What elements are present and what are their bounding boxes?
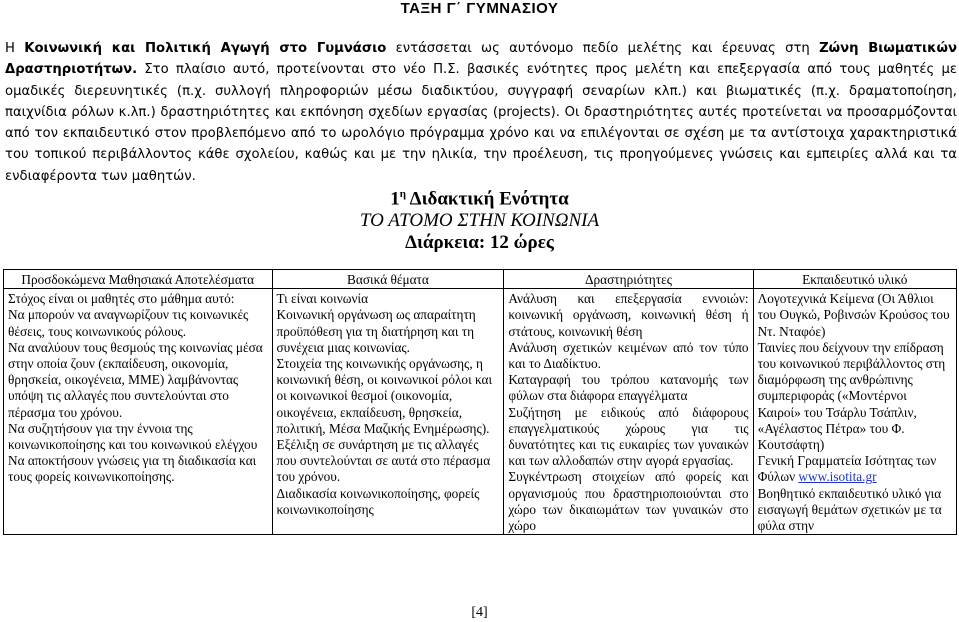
curriculum-table <box>3 269 957 535</box>
list-item: Βοηθητικό εκπαιδευτικό υλικό για εισαγωγή θεμάτων σχετικών με τα φύλα στην <box>757 485 942 534</box>
list-item: Εξέλιξη σε συνάρτηση με τις αλλαγές που συντελούνται σε αυτά στο πέρασμα του χρόνου. <box>276 437 491 485</box>
list-item: Να συζητήσουν για την έννοια της κοινωνικοποίησης και του κοινωνικού ελέγχου <box>8 420 258 453</box>
list-item: Κοινωνική οργάνωση ως απαραίτητη προϋπόθεση για τη διατήρηση και τη συνέχεια μιας κοινωνίας. <box>276 307 476 355</box>
intro-paragraph <box>5 38 957 187</box>
list-item: Ταινίες που δείχνουν την επίδραση του κοινωνικού περιβάλλοντος στη διαμόρφωση της ανθρώπινης συμπεριφοράς («Μοντέρνοι Καιροί» του Τσάρλυ Τσάπλιν, «Αγέλαστος Πέτρα» του Φ. Κουτσάφτη) <box>757 339 946 453</box>
gg-text: Γενική Γραμματεία Ισότητας των Φύλων <box>757 453 937 485</box>
intro-bold-1: Κοινωνική και Πολιτική Αγωγή στο Γυμνάσιο <box>24 41 387 56</box>
list-item: Ανάλυση σχετικών κειμένων από τον τύπο και το Διαδίκτυο. <box>508 339 749 372</box>
header-topics: Βασικά θέματα <box>272 270 504 289</box>
header-materials: Εκπαιδευτικό υλικό <box>753 270 956 289</box>
table-header-row <box>4 270 957 289</box>
list-item: Τι είναι κοινωνία <box>276 291 369 307</box>
intro-text-1: Η <box>5 41 25 56</box>
list-item: Καταγραφή του τρόπου κατανομής των φύλων στα διάφορα επαγγέλματα <box>508 372 749 404</box>
unit-label: Διδακτική Ενότητα <box>405 188 569 210</box>
activities-cell <box>504 289 753 535</box>
list-item: Συζήτηση με ειδικούς από διάφορους επαγγελματικούς χώρους για τις δυνατότητες και τις ευκαιρίες των γυναικών και των αλλοδαπών στην αγορά εργασίας. <box>508 404 749 469</box>
unit-topic: ΤΟ ΑΤΟΜΟ ΣΤΗΝ ΚΟΙΝΩΝΙΑ <box>359 210 600 232</box>
table-row <box>4 289 957 535</box>
list-item: Λογοτεχνικά Κείμενα (Οι Άθλιοι του Ουγκώ, Ροβινσών Κρούσος του Ντ. Νταφόε) <box>757 291 950 339</box>
list-item: Να μπορούν να αναγνωρίζουν τις κοινωνικές θέσεις, τους κοινωνικούς ρόλους. <box>8 307 249 339</box>
list-item: Να αναλύουν τους θεσμούς της κοινωνίας μέσα στην οποία ζουν (εκπαίδευση, οικονομία, θρησκεία, οικογένεια, ΜΜΕ) λαμβάνοντας υπόψη τις αλλαγές που συντελούνται στο πέρασμα του χρόνου. <box>8 339 263 420</box>
list-item: Στόχος είναι οι μαθητές στο μάθημα αυτό: <box>8 291 235 307</box>
intro-text-3: Στο πλαίσιο αυτό, προτείνονται στο νέο Π.Σ. βασικές ενότητες προς μελέτη και επεξεργασία από τους μαθητές με ομαδικές διερευνητικές (π.χ. συλλογή πληροφοριών μέσω διαδικτύου, συγγραφή σεναρίων κλπ.) και βιωματικές (π.χ. δραματοποίηση, παιχνίδια ρόλων κ.λπ.) δραστηριότητες και εκπόνηση σχεδίων εργασίας (projects). Οι δραστηριότητες αυτές προτείνεται να προσαρμόζονται από τον εκπαιδευτικό στον προβλεπόμενο από το ωρολόγιο πρόγραμμα χρόνο και να επιλέγονται σε σχέση με τα αντίστοιχα χαρακτηριστικά του τοπικού περιβάλλοντος κάθε σχολείου, καθώς και με την ηλικία, την προέλευση, τις προηγούμενες γνώσεις και εμπειρίες αλλά και τα ενδιαφέροντα των μαθητών. <box>5 62 957 184</box>
intro-bold-2: Ζώνη Βιωματικών Δραστηριοτήτων. <box>5 41 957 78</box>
unit-number: 1 <box>390 188 400 210</box>
list-item: Στοιχεία της κοινωνικής οργάνωσης, η κοινωνική θέση, οι κοινωνικοί ρόλοι και οι κοινωνικοί θεσμοί (οικονομία, οικογένεια, εκπαίδευση, θρησκεία, πολιτική, Μέσα Μαζικής Ενημέρωσης). <box>276 356 493 436</box>
isotita-link[interactable]: www.isotita.gr <box>798 469 877 485</box>
page-title: ΤΑΞΗ Γ΄ ΓΥΜΝΑΣΙΟΥ <box>400 0 559 17</box>
list-item: Να αποκτήσουν γνώσεις για τη διαδικασία και τους φορείς κοινωνικοποίησης. <box>8 453 257 485</box>
page-number <box>0 605 959 621</box>
page-number-label: [4] <box>465 605 493 620</box>
outcomes-cell <box>4 289 273 535</box>
header-outcomes: Προσδοκώμενα Μαθησιακά Αποτελέσματα <box>4 270 273 289</box>
list-item: Συγκέντρωση στοιχείων από φορείς και οργανισμούς που δραστηριοποιούνται στο χώρο των δικαιωμάτων των γυναικών στο χώρο <box>508 469 749 534</box>
materials-cell <box>753 289 956 535</box>
intro-text-2: εντάσσεται ως αυτόνομο πεδίο μελέτης και έρευνας στη <box>386 41 820 56</box>
list-item: Διαδικασία κοινωνικοποίησης, φορείς κοινωνικοποίησης <box>276 485 480 517</box>
unit-number-line <box>0 183 959 210</box>
unit-heading <box>0 183 959 254</box>
unit-number-sup: η <box>399 188 406 200</box>
topics-cell <box>272 289 504 535</box>
list-item: Ανάλυση και επεξεργασία εννοιών: κοινωνική οργάνωση, κοινωνική θέση ή στάτους, κοινωνική θέση <box>508 291 749 339</box>
list-item <box>758 453 952 485</box>
unit-duration: Διάρκεια: 12 ώρες <box>405 232 554 254</box>
header-activities: Δραστηριότητες <box>504 270 753 289</box>
